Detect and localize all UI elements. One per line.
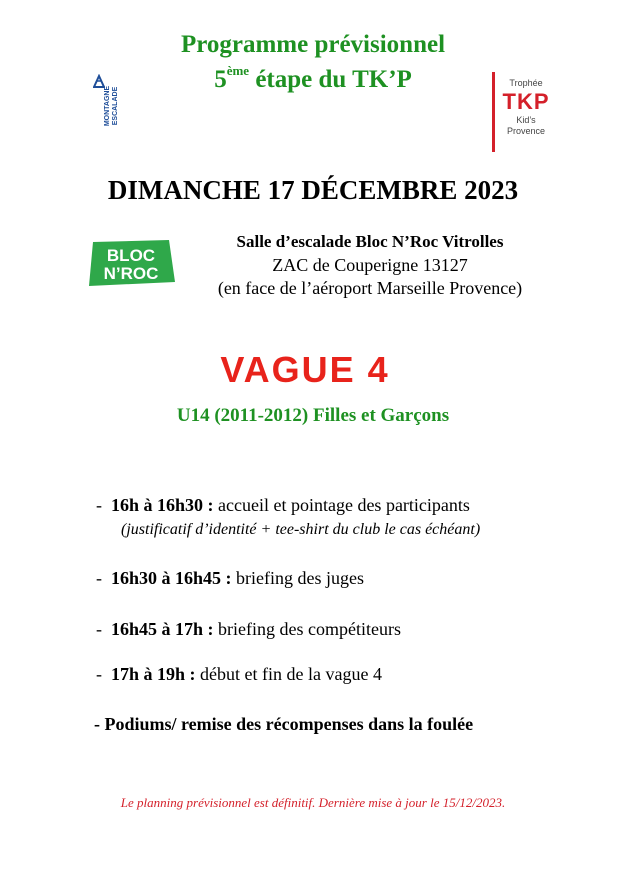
venue-location: (en face de l’aéroport Marseille Provence) [217, 278, 523, 298]
wave-title: VAGUE 4 [220, 349, 390, 390]
schedule-item: - 16h45 à 17h : briefing des compétiteurs [96, 619, 401, 639]
tkp-logo [492, 72, 557, 152]
tkp-mark: TKP [502, 89, 550, 114]
tkp-provence: Provence [506, 126, 546, 136]
event-date: DIMANCHE 17 DÉCEMBRE 2023 [107, 175, 519, 205]
ffme-line2: ESCALADE [112, 86, 119, 126]
ffme-line1: MONTAGNE [104, 85, 111, 127]
bnr-line1: BLOC [106, 246, 156, 265]
stage-subtitle: 5ème étape du TK’P [214, 63, 412, 93]
bloc-nroc-logo [85, 238, 177, 290]
schedule-note: (justificatif d’identité + tee-shirt du club le cas échéant) [121, 521, 481, 538]
venue-name: Salle d’escalade Bloc N’Roc Vitrolles [236, 232, 504, 251]
schedule-item: - 17h à 19h : début et fin de la vague 4 [96, 664, 382, 684]
tkp-trophee: Trophée [509, 78, 543, 88]
schedule-item: - 16h à 16h30 : accueil et pointage des participants [96, 495, 470, 515]
bnr-line2: N’ROC [103, 264, 159, 283]
program-title: Programme prévisionnel [180, 31, 446, 58]
wave-category: U14 (2011-2012) Filles et Garçons [176, 405, 450, 426]
venue-address: ZAC de Couperigne 13127 [272, 255, 468, 275]
footer-note: Le planning prévisionnel est définitif. Dernière mise à jour le 15/12/2023. [120, 795, 506, 810]
schedule-item-podiums: - Podiums/ remise des récompenses dans la foulée [94, 714, 474, 734]
ffme-logo [88, 68, 134, 154]
tkp-kids: Kid’s [516, 115, 536, 125]
schedule-item: - 16h30 à 16h45 : briefing des juges [96, 568, 364, 588]
